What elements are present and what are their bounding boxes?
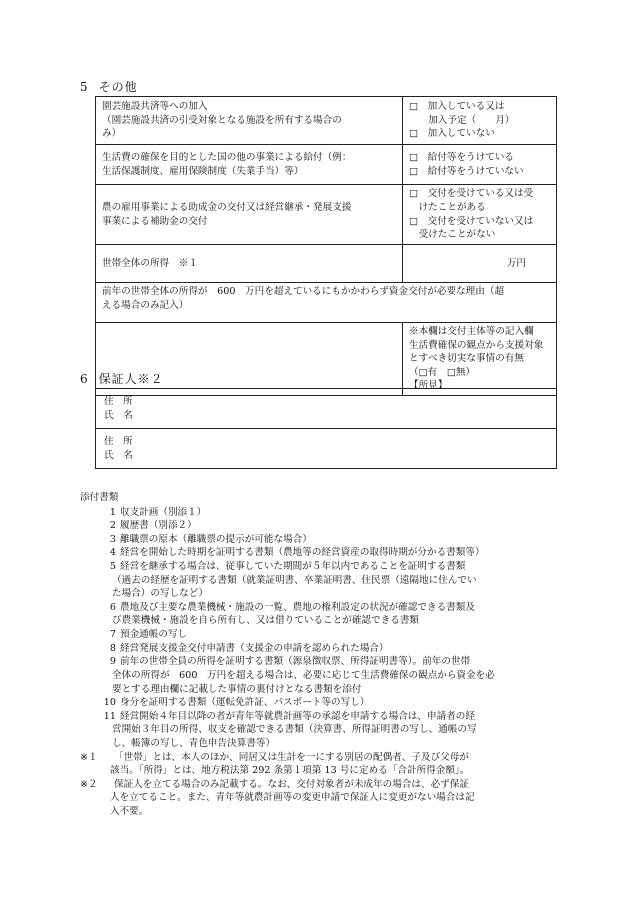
section-title: 保証人※２ bbox=[98, 372, 164, 386]
item-line: 要とする理由欄に記載した事情の裏付けとなる書類を添付 bbox=[112, 683, 362, 695]
income-row bbox=[96, 245, 557, 283]
checkbox-option[interactable]: □ 給付等をうけていない bbox=[409, 165, 524, 177]
guarantor-field[interactable] bbox=[96, 429, 557, 469]
footnote bbox=[80, 778, 550, 819]
item-line: 収支計画（別添１） bbox=[120, 506, 207, 518]
official-line: 生活費確保の観点から支援対象とすべき切実な事情の有無 （□有 □無） bbox=[409, 339, 544, 378]
list-item bbox=[98, 519, 550, 533]
item-number: 7 bbox=[109, 629, 116, 641]
attachments-section bbox=[80, 491, 550, 819]
row-options[interactable] bbox=[403, 145, 557, 185]
list-item bbox=[98, 533, 550, 547]
checkbox-option[interactable]: □ 給付等をうけている bbox=[409, 151, 515, 163]
income-label: 世帯全体の所得 ※１ bbox=[96, 245, 403, 283]
income-unit: 万円 bbox=[506, 257, 526, 269]
label-line: み） bbox=[102, 128, 122, 140]
name-label: 氏 名 bbox=[104, 409, 133, 421]
footnote bbox=[80, 751, 550, 778]
row-label bbox=[96, 185, 403, 245]
row-label bbox=[96, 145, 403, 185]
checkbox-option[interactable]: □ 加入していない bbox=[409, 128, 495, 140]
item-line: 経営を継承する場合は、従事していた期間が５年以内であることを証明する書類 bbox=[120, 561, 466, 573]
list-item bbox=[98, 710, 550, 751]
row-options[interactable] bbox=[403, 97, 557, 145]
label-line: 事業による補助金の交付 bbox=[102, 215, 208, 227]
reason-field[interactable] bbox=[96, 283, 557, 323]
item-line: 履歴書（別添２） bbox=[120, 520, 197, 532]
table-row bbox=[96, 185, 557, 245]
guarantor-field[interactable] bbox=[96, 389, 557, 429]
item-number: 2 bbox=[109, 520, 116, 532]
section-5-table bbox=[95, 96, 557, 396]
section-number: 6 bbox=[80, 372, 89, 386]
guarantor-row[interactable] bbox=[96, 389, 557, 429]
reason-line: 前年の世帯全体の所得が 600 万円を超えているにもかかわらず資金交付が必要な理由（超 bbox=[102, 286, 505, 297]
footnote-key: ※２ bbox=[80, 778, 98, 790]
checkbox-option[interactable]: □ 交付を受けていない又は bbox=[409, 215, 534, 227]
footnote-line: 「世帯」とは、本人のほか、同居又は生計を一にする別居の配偶者、子及び父母が bbox=[114, 751, 469, 763]
item-line: 預金通帳の写し bbox=[120, 629, 188, 641]
section-5-heading bbox=[80, 79, 148, 96]
item-number: 3 bbox=[109, 533, 116, 545]
item-line: 営開始３年目の所得、収支を確認できる書類（決算書、所得証明書の写し、通帳の写 bbox=[112, 724, 477, 736]
section-number: 5 bbox=[80, 80, 89, 94]
item-number: 1 bbox=[109, 506, 116, 518]
item-line: た場合）の写しなど） bbox=[112, 588, 208, 600]
row-label bbox=[96, 97, 403, 145]
reason-line: える場合のみ記入） bbox=[102, 299, 189, 311]
attachments-heading: 添付書類 bbox=[80, 492, 119, 503]
footnote-line: 該当。「所得」とは、地方税法第 292 条第１項第 13 号に定める「合計所得金額」。 bbox=[110, 765, 470, 777]
item-line: 経営開始４年目以降の者が青年等就農計画等の承認を申請する場合は、申請者の経 bbox=[120, 710, 475, 722]
option-subline: けたことがある bbox=[409, 201, 486, 213]
list-item bbox=[98, 601, 550, 628]
footnotes bbox=[80, 751, 550, 819]
item-number: 9 bbox=[109, 656, 116, 668]
table-row bbox=[96, 145, 557, 185]
footnote-line: 入不要。 bbox=[110, 806, 149, 818]
option-subline: 受けたことがない bbox=[409, 229, 496, 241]
guarantor-table bbox=[95, 388, 557, 469]
income-value-field[interactable] bbox=[403, 245, 557, 283]
footnote-line: 保証人を立てる場合のみ記載する。なお、交付対象者が未成年の場合は、必ず保証 bbox=[114, 778, 469, 790]
item-line: 身分を証明する書類（運転免許証、パスポート等の写し） bbox=[120, 697, 370, 709]
checkbox-option[interactable]: □ 加入している又は bbox=[409, 101, 505, 113]
item-line: び農業機械・施設を自ら所有し、又は借りていることが確認できる書類 bbox=[112, 615, 419, 627]
list-item bbox=[98, 655, 550, 696]
table-row bbox=[96, 97, 557, 145]
label-line: 農の雇用事業による助成金の交付又は経営継承・発展支援 bbox=[102, 201, 352, 213]
section-title: その他 bbox=[98, 80, 138, 94]
row-options[interactable] bbox=[403, 185, 557, 245]
item-number: 4 bbox=[109, 547, 116, 559]
item-line: 農地及び主要な農業機械・施設の一覧、農地の権利設定の状況が確認できる書類及 bbox=[120, 601, 475, 613]
official-use-field[interactable] bbox=[403, 323, 557, 396]
list-item bbox=[98, 696, 550, 710]
label-line: 園芸施設共済等への加入 bbox=[102, 101, 208, 113]
list-item bbox=[98, 546, 550, 560]
name-label: 氏 名 bbox=[104, 449, 133, 461]
item-line: 全体の所得が 600 万円を超える場合は、必要に応じて生活費確保の観点から資金を必 bbox=[112, 669, 495, 681]
item-number: 5 bbox=[109, 561, 116, 573]
guarantor-row[interactable] bbox=[96, 429, 557, 469]
address-label: 住 所 bbox=[104, 395, 133, 407]
label-line: 生活費の確保を目的とした国の他の事業による給付（例： bbox=[102, 151, 352, 163]
label-line: 生活保護制度、雇用保険制度（失業手当）等） bbox=[102, 165, 304, 177]
item-line: 経営を開始した時期を証明する書類（農地等の経営資産の取得時期が分かる書類等） bbox=[120, 547, 485, 559]
footnote-line: 人を立てること。また、青年等就農計画等の変更申請で保証人に変更がない場合は記 bbox=[110, 792, 475, 804]
option-subline: 加入予定（ 月） bbox=[409, 114, 515, 126]
attachments-list bbox=[80, 506, 550, 751]
address-label: 住 所 bbox=[104, 435, 133, 447]
item-number: 8 bbox=[109, 642, 116, 654]
list-item bbox=[98, 642, 550, 656]
item-line: （過去の経歴を証明する書類（就業証明書、卒業証明書、住民票（遠隔地に住んでい bbox=[112, 574, 477, 586]
item-line: し、帳簿の写し、青色申告決算書等） bbox=[112, 737, 276, 749]
official-line: 【所見】 bbox=[409, 380, 448, 392]
section-6-heading bbox=[80, 371, 174, 388]
item-line: 経営発展支援金交付申請書（支援金の申請を認められた場合） bbox=[120, 642, 389, 654]
item-line: 前年の世帯全員の所得を証明する書類（源泉徴収票、所得証明書等）。前年の世帯 bbox=[120, 656, 471, 668]
official-line: ※本欄は交付主体等の記入欄 bbox=[409, 326, 534, 337]
item-number: 6 bbox=[109, 601, 116, 613]
item-line: 離職票の原本（離職票の提示が可能な場合） bbox=[120, 533, 312, 545]
list-item bbox=[98, 560, 550, 601]
item-number: 11 bbox=[103, 710, 116, 722]
checkbox-option[interactable]: □ 交付を受けている又は受 bbox=[409, 188, 534, 200]
label-line: （園芸施設共済の引受対象となる施設を所有する場合の bbox=[102, 114, 342, 126]
footnote-key: ※１ bbox=[80, 751, 98, 763]
reason-row[interactable] bbox=[96, 283, 557, 323]
item-number: 10 bbox=[103, 697, 116, 709]
list-item bbox=[98, 628, 550, 642]
list-item bbox=[98, 506, 550, 520]
